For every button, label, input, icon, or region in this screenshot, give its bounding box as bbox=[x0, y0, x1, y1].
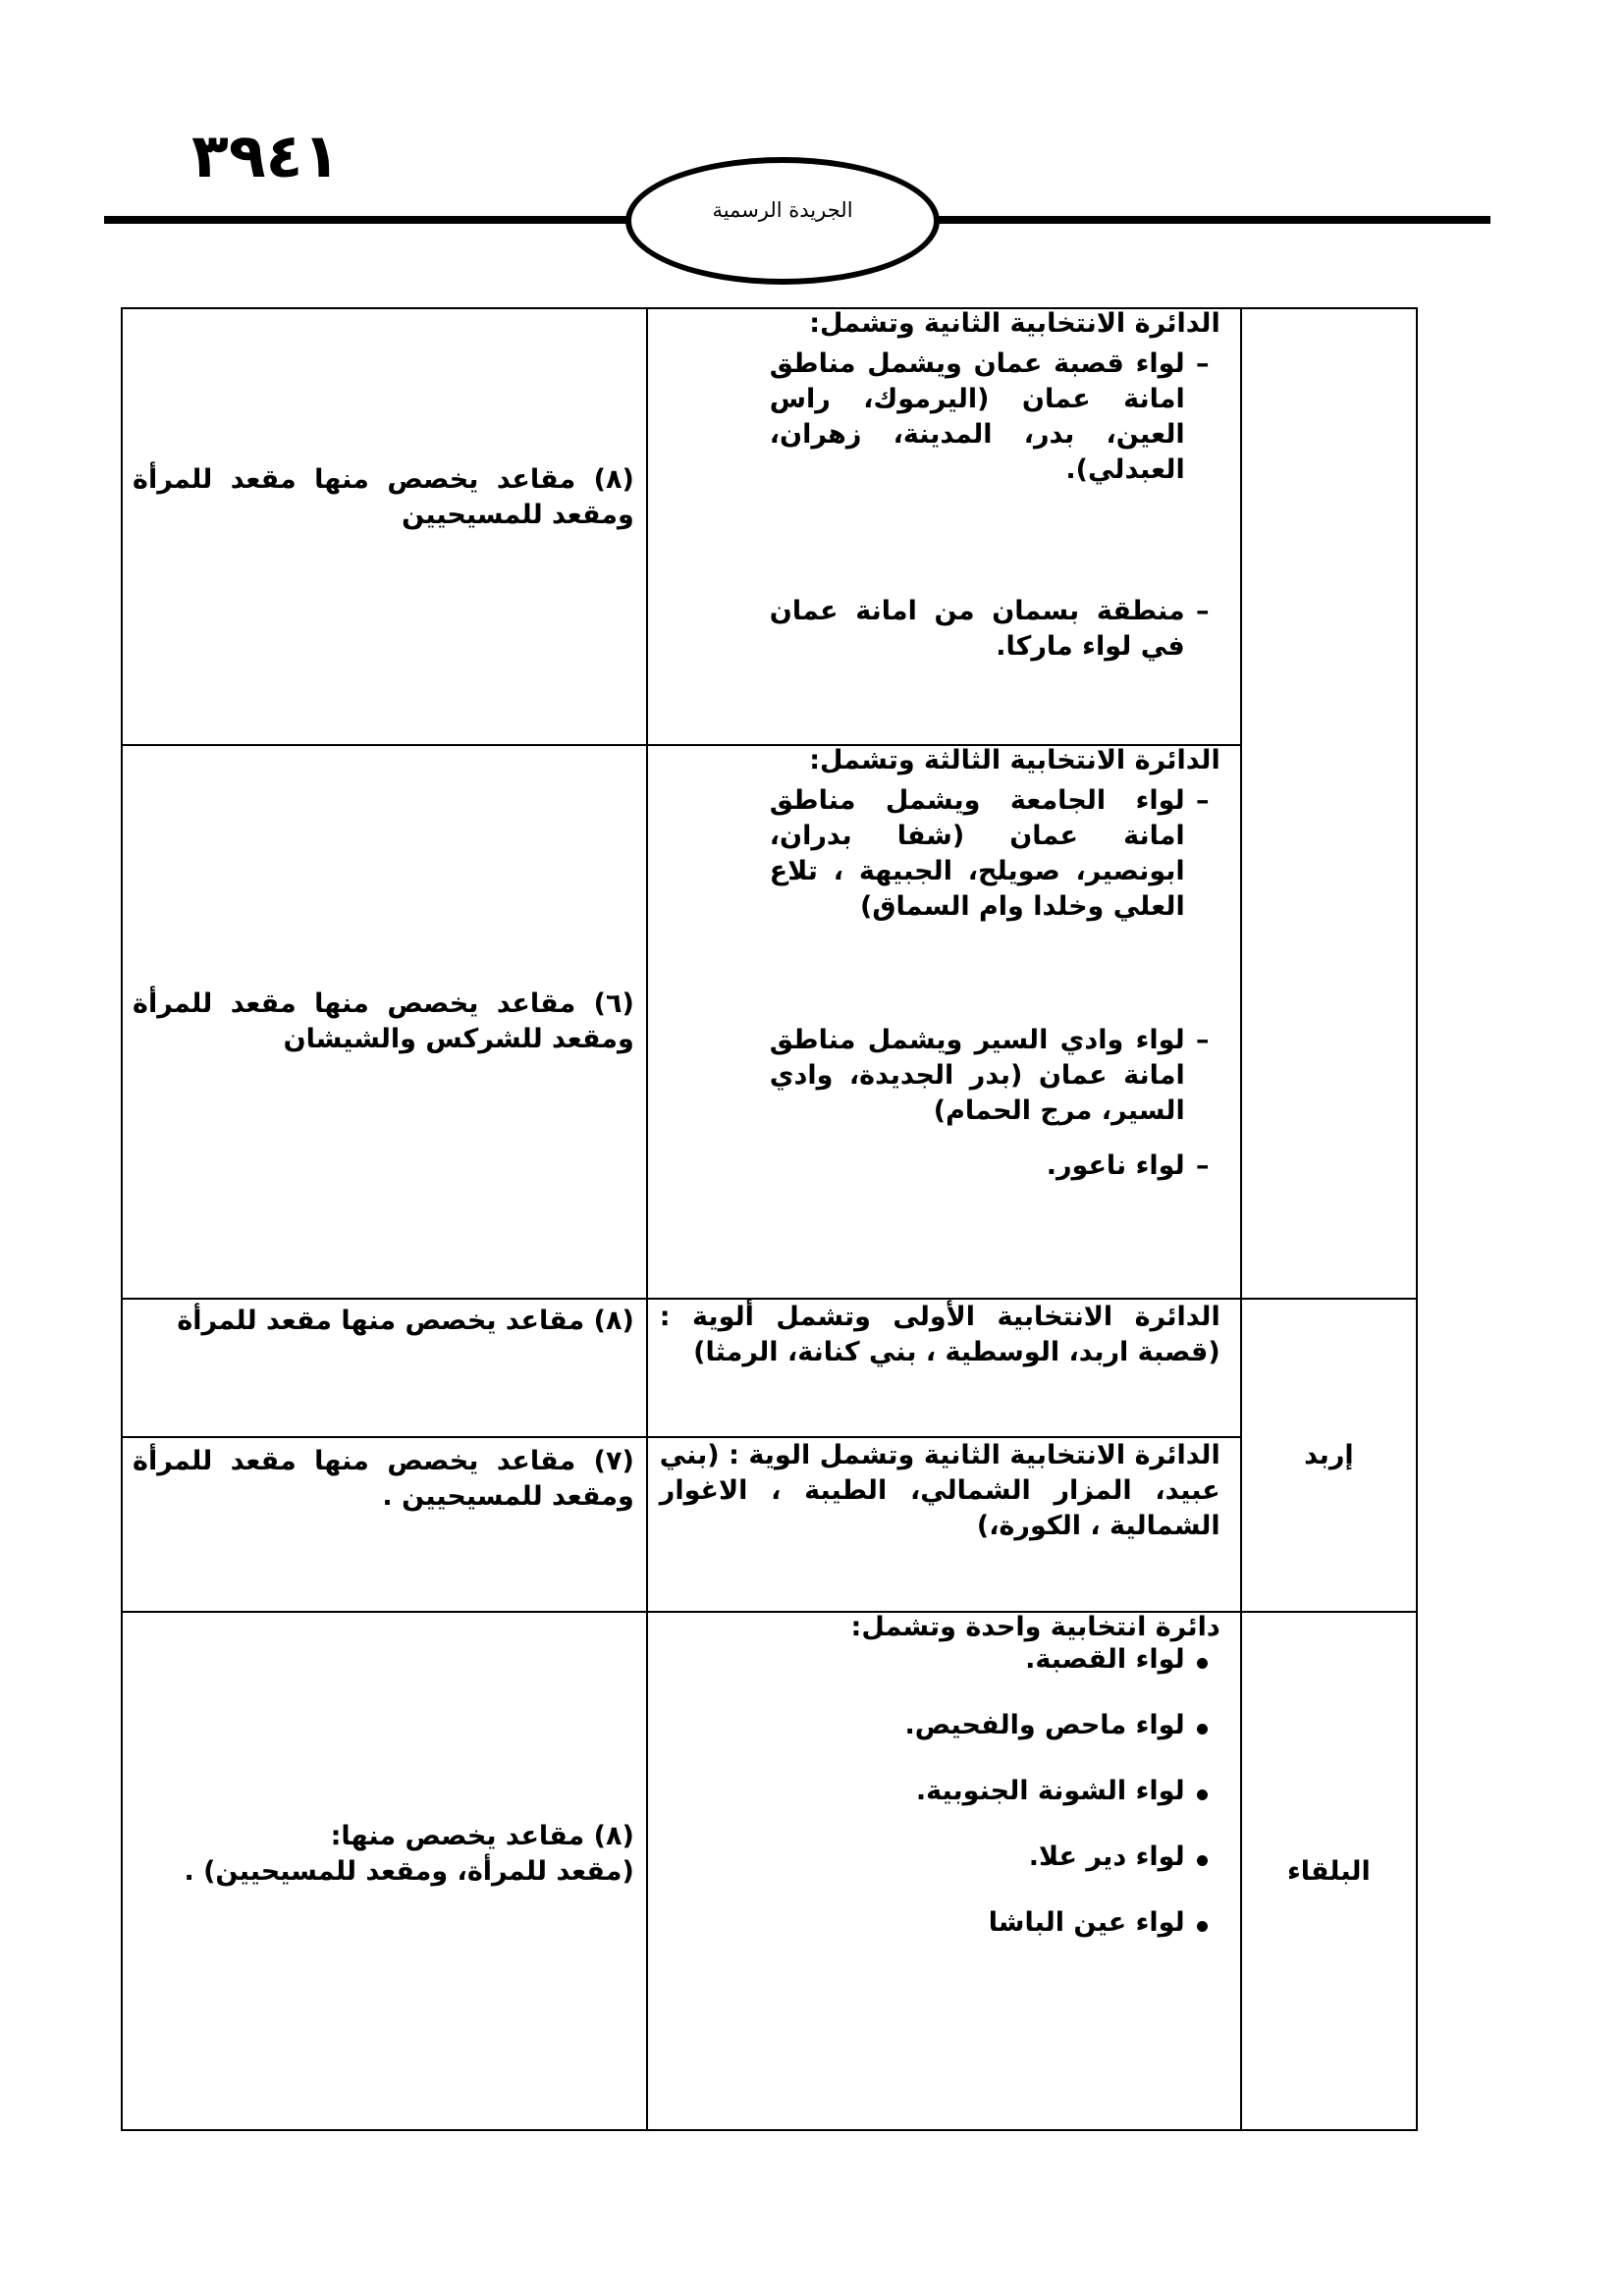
governorate-cell bbox=[1241, 1612, 1417, 2130]
district-cell bbox=[647, 745, 1241, 1299]
dash-marker: – bbox=[1195, 1025, 1210, 1055]
table-row bbox=[122, 1299, 1417, 1437]
district-cell bbox=[647, 1437, 1241, 1612]
item-text: لواء ناعور. bbox=[1046, 1150, 1185, 1181]
item-text: منطقة بسمان من امانة عمان في لواء ماركا. bbox=[769, 596, 1185, 662]
seats-text: (٦) مقاعد يخصص منها مقعد للمرأة ومقعد للشركس والشيشان bbox=[133, 988, 634, 1054]
dash-marker: – bbox=[1195, 596, 1210, 626]
list-item bbox=[660, 1708, 1220, 1744]
district-cell bbox=[647, 308, 1241, 745]
gazette-title-oval bbox=[625, 157, 940, 285]
list-item bbox=[660, 594, 1220, 665]
district-title: الدائرة الانتخابية الثالثة وتشمل: bbox=[809, 745, 1220, 775]
dash-marker: – bbox=[1195, 785, 1210, 816]
bullet-icon bbox=[1185, 1642, 1220, 1679]
list-item bbox=[660, 347, 1220, 488]
district-cell bbox=[647, 1612, 1241, 2130]
seats-cell bbox=[122, 1437, 647, 1612]
item-text: لواء عين الباشا bbox=[988, 1907, 1185, 1938]
bullet-icon bbox=[1185, 1708, 1220, 1744]
seats-cell bbox=[122, 308, 647, 745]
table-row bbox=[122, 1437, 1417, 1612]
governorate-name: البلقاء bbox=[1286, 1855, 1371, 1887]
seats-line: (مقعد للمرأة، ومقعد للمسيحيين) . bbox=[184, 1856, 634, 1887]
governorate-cell-amman bbox=[1241, 308, 1417, 1299]
list-item bbox=[660, 1642, 1220, 1679]
dash-marker: – bbox=[1195, 348, 1210, 379]
district-title: الدائرة الانتخابية الثانية وتشمل: bbox=[809, 308, 1220, 339]
list-item bbox=[660, 1774, 1220, 1810]
district-title: دائرة انتخابية واحدة وتشمل: bbox=[850, 1612, 1220, 1642]
table-row bbox=[122, 308, 1417, 745]
seats-cell bbox=[122, 745, 647, 1299]
seats-text: (٨) مقاعد يخصص منها مقعد للمرأة bbox=[177, 1306, 634, 1336]
seats-text: (٧) مقاعد يخصص منها مقعد للمرأة ومقعد للمسيحيين . bbox=[133, 1446, 634, 1512]
table-row bbox=[122, 1612, 1417, 2130]
bullet-icon bbox=[1185, 1840, 1220, 1876]
seats-cell bbox=[122, 1612, 647, 2130]
item-text: لواء القصبة. bbox=[1025, 1644, 1185, 1675]
list-item bbox=[660, 1840, 1220, 1876]
item-text: لواء الجامعة ويشمل مناطق امانة عمان (شفا بدران، ابونصير، صويلح، الجبيهة ، تلاع العلي وخلدا وام السماق) bbox=[769, 785, 1185, 922]
table-row bbox=[122, 745, 1417, 1299]
seats-line: (٨) مقاعد يخصص منها: bbox=[330, 1821, 634, 1851]
item-text: لواء دير علا. bbox=[1028, 1842, 1185, 1872]
district-cell bbox=[647, 1299, 1241, 1437]
item-text: لواء ماحص والفحيص. bbox=[904, 1710, 1185, 1740]
item-text: لواء وادي السير ويشمل مناطق امانة عمان (بدر الجديدة، وادي السير، مرج الحمام) bbox=[769, 1025, 1185, 1126]
district-text: الدائرة الانتخابية الأولى وتشمل ألوية : (قصبة اربد، الوسطية ، بني كنانة، الرمثا) bbox=[659, 1302, 1220, 1367]
seats-cell bbox=[122, 1299, 647, 1437]
district-text: الدائرة الانتخابية الثانية وتشمل الوية : (بني عبيد، المزار الشمالي، الطيبة ، الاغوار الشمالية ، الكورة،) bbox=[659, 1440, 1220, 1541]
list-item bbox=[660, 783, 1220, 925]
gazette-title: الجريدة الرسمية bbox=[712, 198, 853, 222]
dash-marker: – bbox=[1195, 1150, 1210, 1181]
item-text: لواء الشونة الجنوبية. bbox=[915, 1776, 1185, 1806]
list-item bbox=[660, 1148, 1220, 1184]
page-number: ٣٩٤١ bbox=[191, 120, 341, 191]
list-item bbox=[660, 1905, 1220, 1942]
list-item bbox=[660, 1023, 1220, 1129]
bullet-icon bbox=[1185, 1905, 1220, 1942]
bullet-icon bbox=[1185, 1774, 1220, 1810]
governorate-name: إربد bbox=[1304, 1440, 1354, 1470]
governorate-cell bbox=[1241, 1299, 1417, 1612]
item-text: لواء قصبة عمان ويشمل مناطق امانة عمان (اليرموك، راس العين، بدر، المدينة، زهران، العبدلي). bbox=[769, 348, 1185, 485]
seats-text: (٨) مقاعد يخصص منها مقعد للمرأة ومقعد للمسيحيين bbox=[133, 463, 634, 530]
districts-table bbox=[121, 307, 1418, 2131]
